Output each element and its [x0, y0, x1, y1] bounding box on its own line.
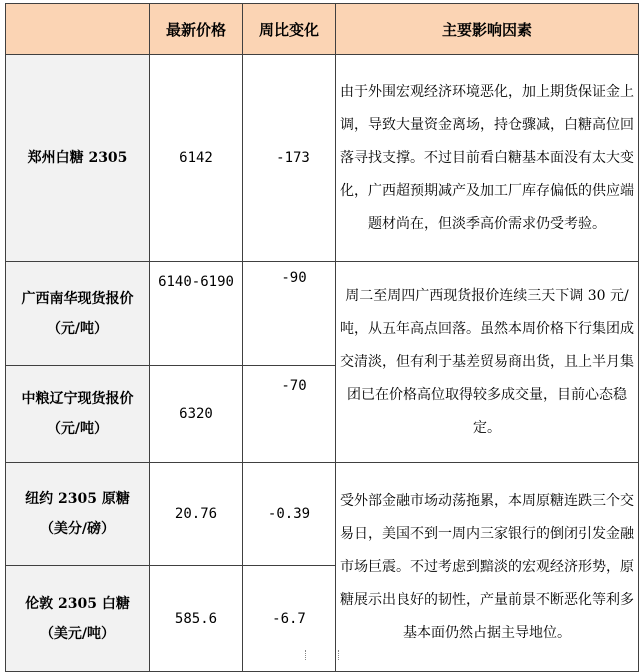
table-continuation-mark: [305, 650, 307, 660]
row-price: 6320: [150, 366, 243, 463]
sugar-market-table: [5, 3, 639, 672]
change-value: -70: [281, 378, 307, 394]
row-name: 纽约 2305 原糖（美分/磅）: [6, 463, 150, 566]
factor-text: 由于外围宏观经济环境恶化，加上期货保证金上调，导致大量资金离场，持仓骤减，白糖高位回落寻找支撑。不过目前看白糖基本面没有太大变化，广西超预期减产及加工厂库存偏低的供应端题材尚在，但淡季高价需求仍受考验。: [336, 55, 639, 262]
table-row: [6, 463, 639, 566]
header-change: 周比变化: [243, 4, 336, 55]
row-name: 伦敦 2305 白糖（美元/吨）: [6, 566, 150, 672]
row-price: 20.76: [150, 463, 243, 566]
header-factor: 主要影响因素: [336, 4, 639, 55]
row-price: 585.6: [150, 566, 243, 672]
row-change: [243, 366, 336, 463]
change-value: -173: [276, 150, 310, 166]
row-change: [243, 55, 336, 262]
row-change: [243, 262, 336, 366]
change-value: -0.39: [267, 506, 311, 522]
row-change: [243, 566, 336, 672]
row-price: 6142: [150, 55, 243, 262]
factor-text: 周二至周四广西现货报价连续三天下调 30 元/吨，从五年高点回落。虽然本周价格下行集团成交清淡，但有利于基差贸易商出货，且上半月集团已在价格高位取得较多成交量，目前心态稳定。: [336, 262, 639, 463]
header-empty-cell: [6, 4, 150, 55]
row-name: 广西南华现货报价（元/吨）: [6, 262, 150, 366]
change-value: -90: [281, 270, 307, 286]
change-value: -6.7: [272, 610, 306, 627]
row-name: 中粮辽宁现货报价（元/吨）: [6, 366, 150, 463]
table-header-row: [6, 4, 639, 55]
row-change: [243, 463, 336, 566]
table-row: [6, 55, 639, 262]
header-price: 最新价格: [150, 4, 243, 55]
row-price: 6140-6190: [150, 262, 243, 366]
factor-text: 受外部金融市场动荡拖累，本周原糖连跌三个交易日，美国不到一周内三家银行的倒闭引发金融市场巨震。不过考虑到黯淡的宏观经济形势，原糖展示出良好的韧性，产量前景不断恶化等利多基本面仍然占据主导地位。: [336, 463, 639, 672]
row-name: 郑州白糖 2305: [6, 55, 150, 262]
table-row: [6, 262, 639, 366]
table-continuation-mark: [338, 650, 340, 660]
